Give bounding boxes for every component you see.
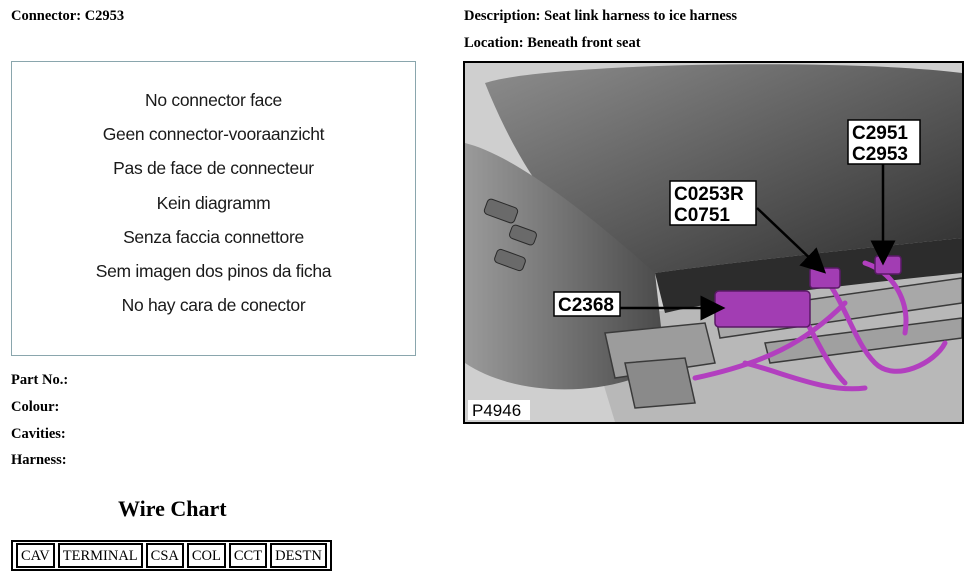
col-terminal: TERMINAL	[58, 543, 143, 568]
face-line-de: Kein diagramm	[156, 192, 271, 213]
col-col: COL	[187, 543, 226, 568]
connector-face-message	[12, 88, 415, 327]
callout-c2953: C2953	[852, 144, 908, 165]
colour-label: Colour:	[11, 399, 60, 415]
seat-illustration	[465, 63, 962, 422]
connector-location: Location: Beneath front seat	[464, 35, 641, 51]
connector-location-photo	[463, 61, 964, 424]
harness-label: Harness:	[11, 452, 67, 468]
connector-id: Connector: C2953	[11, 8, 125, 24]
face-line-nl: Geen connector-vooraanzicht	[102, 124, 325, 145]
face-line-es: No hay cara de conector	[121, 295, 306, 316]
col-csa: CSA	[146, 543, 184, 568]
col-destn: DESTN	[270, 543, 327, 568]
connector-description: Description: Seat link harness to ice harness	[464, 8, 738, 24]
face-line-it: Senza faccia connettore	[123, 226, 304, 247]
part-no-label: Part No.:	[11, 372, 69, 388]
wire-chart-header-row	[16, 543, 327, 568]
col-cct: CCT	[229, 543, 267, 568]
callout-c0751: C0751	[674, 205, 730, 226]
callout-c2951: C2951	[852, 123, 908, 144]
wire-chart-table	[11, 540, 332, 571]
cavities-label: Cavities:	[11, 426, 66, 442]
figure-id: P4946	[472, 401, 522, 420]
wire-chart-title: Wire Chart	[118, 496, 227, 521]
connector-c0253r	[810, 268, 840, 288]
callout-c2368: C2368	[558, 295, 614, 316]
connector-face-panel	[11, 61, 416, 356]
connector-c2368	[715, 291, 810, 327]
face-line-en: No connector face	[145, 90, 282, 110]
face-line-fr: Pas de face de connecteur	[113, 158, 314, 179]
face-line-pt: Sem imagen dos pinos da ficha	[95, 260, 332, 281]
col-cav: CAV	[16, 543, 55, 568]
callout-c0253r: C0253R	[674, 184, 744, 205]
connector-c2953	[875, 256, 901, 274]
